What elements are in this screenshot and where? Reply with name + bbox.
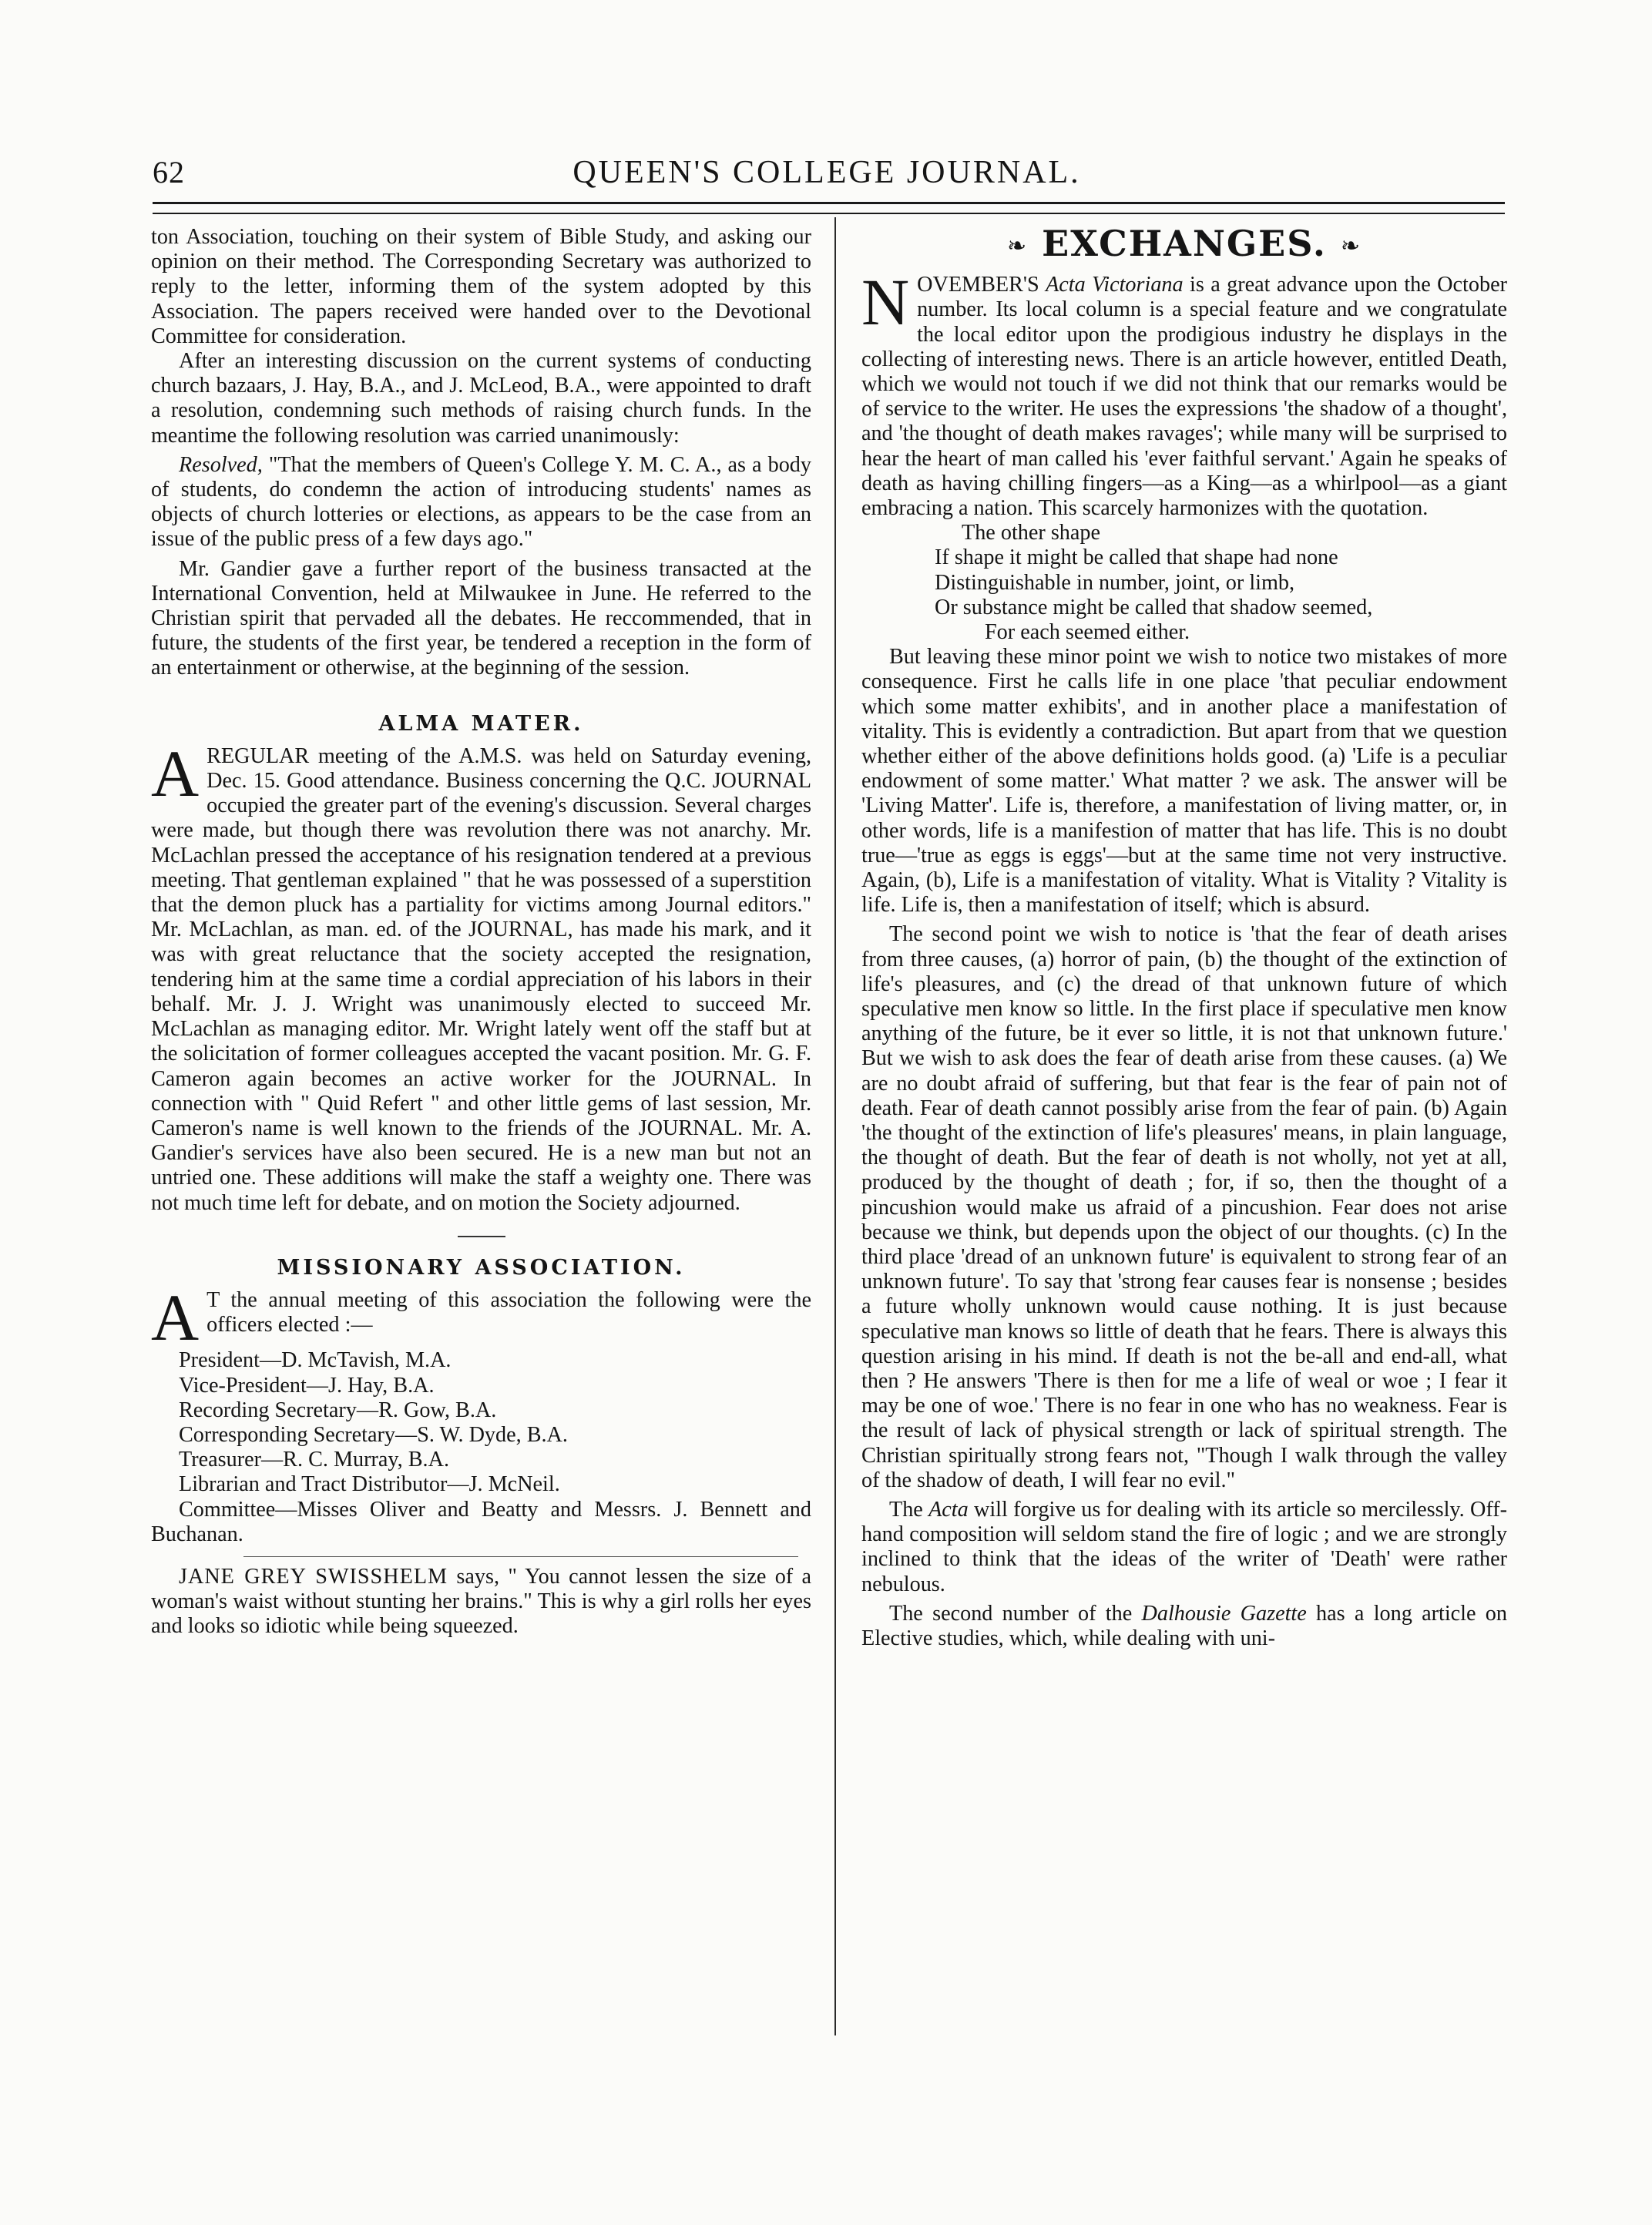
drop-cap: A [151, 1280, 200, 1354]
paragraph-text: will forgive us for dealing with its article so mercilessly. Off-hand composition will seldom stand the fire of logic ; and we are strongly inclined to think that the ideas of the writer of 'Death' were rather nebulous. [861, 1498, 1507, 1596]
poem-line: Distinguishable in number, joint, or limb, [935, 570, 1295, 595]
officer-line: Treasurer—R. C. Murray, B.A. [179, 1448, 450, 1472]
officer-line: Vice-President—J. Hay, B.A. [179, 1373, 435, 1398]
section-rule [458, 1236, 505, 1237]
header-rule-bottom [153, 213, 1505, 214]
gandier-paragraph: Mr. Gandier gave a further report of the business transacted at the International Convention, held at Milwaukee in June. He referred to the Christian spirit that pervaded all the debates. He reccommended, that in future, the students of the first year, be tendered a reception in the form of an entertainment or otherwise, at the beginning of the session. [151, 556, 811, 680]
swisshelm-text: says, " You cannot lessen the size of a woman's waist without stunting her brains." This is why a girl rolls her eyes and looks so idiotic while being squeezed. [151, 1564, 812, 1639]
column-divider [834, 217, 836, 2035]
committee-line: Committee—Misses Oliver and Beatty and Messrs. J. Bennett and Buchanan. [151, 1497, 811, 1546]
publication-title: Acta Victoriana [1046, 273, 1184, 297]
exchanges-title: EXCHANGES. [1042, 223, 1327, 264]
ornament-icon: ❧ [1340, 232, 1362, 260]
quotation-poem [861, 521, 1507, 645]
exchanges-paragraph: The second point we wish to notice is 'that the fear of death arises from three causes, (a) horror of pain, (b) the thought of the extinction of life's pleasures, and (c) the dread of that unknown future of which speculative men know so little. In the first place if speculative men know anything of the future, be it ever so little, it is not that unknown future.' But we wish to ask does the fear of death arise from these causes. (a) We are no doubt afraid of suffering, but that fear is the fear of pain not of death. Fear of death cannot possibly arise from the fear of pain. (b) Again 'the thought of the extinction of life's pleasures' means, in plain language, the thought of death. But the fear of death is not wholly, not yet at all, produced by the thought of death ; for, if so, then the thought of a pincushion would make us afraid of a pincushion. Fear does not arise because we think, but depends upon the object of our thoughts. (c) In the third place 'dread of an unknown future' is equivalent to strong fear of an unknown future'. To say that 'strong fear causes fear is nonsense ; besides a future wholly unknown would cause nothing. It is just because speculative man knows so little of death that he fears. There is always this question arising in his mind. If death is not the be-all and end-all, what then ? He answers 'There is then for me a life of weal or woe ; I fear it may be one of woe.' There is no fear in one who has no weakness. Fear is the result of lack of physical strength or lack of spiritual strength. The Christian spiritually strong fears not, "Though I walk through the valley of the shadow of death, I will fear no evil." [861, 922, 1507, 1492]
officer-line: Corresponding Secretary—S. W. Dyde, B.A. [179, 1422, 568, 1447]
exchanges-heading [861, 223, 1507, 264]
poem-line: Or substance might be called that shadow seemed, [935, 595, 1373, 619]
publication-title: Dalhousie Gazette [1141, 1601, 1307, 1626]
journal-title: QUEEN'S COLLEGE JOURNAL. [572, 155, 1081, 190]
left-column [151, 225, 811, 1639]
swisshelm-paragraph [151, 1565, 811, 1639]
officer-line: President—D. McTavish, M.A. [179, 1348, 452, 1373]
exchanges-paragraph [861, 1498, 1507, 1597]
officer-line: Librarian and Tract Distributor—J. McNeil. [179, 1472, 560, 1497]
poem-line: For each seemed either. [985, 619, 1190, 644]
drop-cap: A [151, 736, 200, 810]
page-number: 62 [153, 155, 185, 190]
ymca-paragraph: After an interesting discussion on the current systems of conducting church bazaars, J. Hay, B.A., and J. McLeod, B.A., were appointed to draft a resolution, condemning such methods of raising church funds. In the meantime the following resolution was carried unanimously: [151, 349, 811, 448]
officer-line: Recording Secretary—R. Gow, B.A. [179, 1398, 497, 1422]
page-header [153, 154, 1501, 193]
resolution-text: "That the members of Queen's College Y. M. C. A., as a body of students, do condemn the action of introducing students' names as objects of church lotteries or elections, as appears to be the case from an issue of the public press of a few days ago." [151, 452, 811, 552]
paragraph-text: The second number of the [889, 1601, 1142, 1626]
resolved-label: Resolved, [179, 452, 263, 477]
missionary-heading: MISSIONARY ASSOCIATION. [277, 1255, 686, 1280]
alma-mater-heading: ALMA MATER. [378, 711, 584, 736]
section-rule [243, 1556, 798, 1557]
paragraph-text: OVEMBER'S [917, 273, 1046, 297]
alma-mater-paragraph [151, 736, 811, 1216]
publication-title: Acta [928, 1498, 969, 1522]
missionary-intro [151, 1280, 811, 1354]
drop-cap: N [861, 265, 910, 340]
paragraph-text: The [889, 1498, 929, 1522]
exchanges-paragraph [861, 1602, 1507, 1651]
ornament-icon: ❧ [1006, 232, 1029, 260]
exchanges-paragraph: But leaving these minor point we wish to notice two mistakes of more consequence. First he calls life in one place 'that peculiar endowment which some matter exhibits', and in another place a manifestation of vitality. This is evidently a contradiction. But apart from that we question whether either of the above definitions holds good. (a) 'Life is a peculiar endowment of some matter.' What matter ? we ask. The answer will be 'Living Matter'. Life is, therefore, a manifestation of living matter, or, in other words, life is a manifestion of matter that has life. This is no doubt true—'true as eggs is eggs'—but at the same time not very instructive. Again, (b), Life is a manifestation of vitality. What is Vitality ? Vitality is life. Life is, then a manifestation of itself; which is absurd. [861, 645, 1507, 918]
exchanges-paragraph [861, 265, 1507, 521]
swisshelm-name: JANE GREY SWISSHELM [179, 1564, 448, 1589]
ymca-paragraph: ton Association, touching on their system of Bible Study, and asking our opinion on their method. The Corresponding Secretary was authorized to reply to the letter, informing them of the system adopted by this Association. The papers received were handed over to the Devotional Committee for consideration. [151, 225, 811, 348]
alma-mater-text: REGULAR meeting of the A.M.S. was held on Saturday evening, Dec. 15. Good attendance. Business concerning the Q.C. JOURNAL occupied the greater part of the evening's discussion. Several charges were made, but though there was revolution there was not anarchy. Mr. McLachlan pressed the acceptance of his resignation tendered at a previous meeting. That gentleman explained " that he was possessed of a superstition that the demon pluck has a partiality for victims among Journal editors." Mr. McLachlan, as man. ed. of the JOURNAL, has made his mark, and it was with great reluctance that the society accepted the resignation, tendering him at the same time a cordial appreciation of his labors in their behalf. Mr. J. J. Wright was unanimously elected to succeed Mr. McLachlan as managing editor. Mr. Wright lately went off the staff but at the solicitation of former colleagues accepted the vacant position. Mr. G. F. Cameron again becomes an active worker for the JOURNAL. In connection with " Quid Refert " and other little gems of last session, Mr. Cameron's name is well known to the friends of the JOURNAL. Mr. A. Gandier's services have also been secured. He is a new man but not an untried one. These additions will make the staff a weighty one. There was not much time left for debate, and on motion the Society adjourned. [151, 743, 811, 1215]
missionary-intro-text: T the annual meeting of this association the following were the officers elected :— [206, 1287, 811, 1337]
paragraph-text: is a great advance upon the October number. Its local column is a special feature and we congratulate the local editor upon the prodigious industry he displays in the collecting of interesting news. There is an article however, entitled Death, which we would not touch if we did not think that our remarks would be of service to the writer. He uses the expressions 'the shadow of a thought', and 'the thought of death makes ravages'; while many will be surprised to hear the heart of man called his 'ever faithful servant.' Again he speaks of death as having chilling fingers—as a King—as a whirlpool—as a giant embracing a nation. This scarcely harmonizes with the quotation. [861, 273, 1507, 520]
paragraph-text: has a long article on Elective studies, which, while dealing with uni- [861, 1601, 1507, 1651]
poem-line: The other shape [962, 521, 1101, 545]
resolution-paragraph [151, 453, 811, 552]
header-rule-top [153, 202, 1505, 204]
poem-line: If shape it might be called that shape had none [935, 545, 1338, 570]
right-column [861, 225, 1507, 1651]
officers-list [151, 1348, 811, 1547]
